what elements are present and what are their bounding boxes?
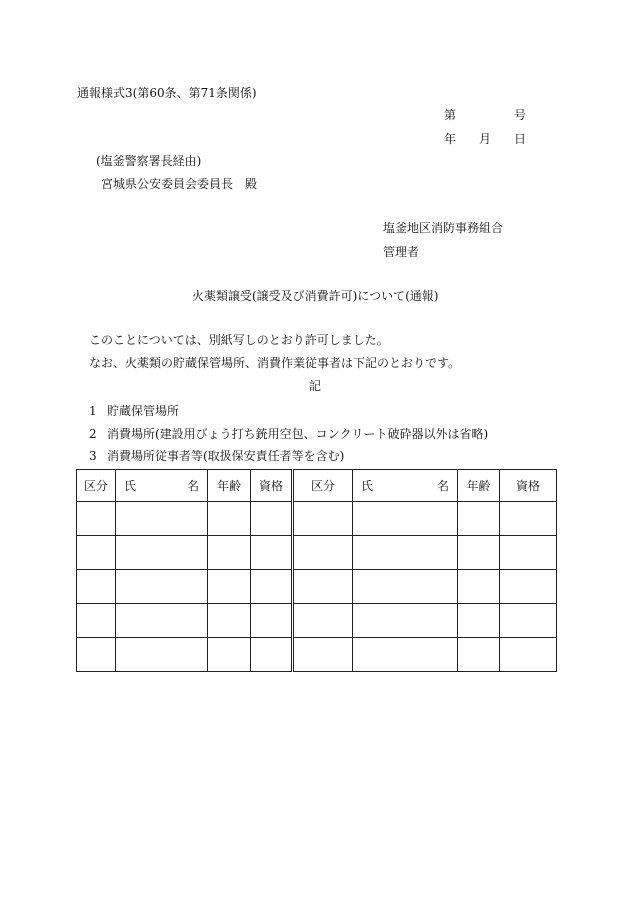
list-item bbox=[89, 449, 344, 463]
table-cell bbox=[458, 536, 500, 570]
staff-table bbox=[76, 469, 557, 672]
table-cell bbox=[116, 570, 208, 604]
table-cell bbox=[251, 570, 293, 604]
table-row bbox=[77, 502, 557, 536]
table-cell bbox=[353, 638, 458, 672]
date-day-label: 日 bbox=[514, 132, 527, 146]
table-row bbox=[77, 570, 557, 604]
table-cell bbox=[208, 502, 251, 536]
item-text: 消費場所従事者等(取扱保安責任者等を含む) bbox=[107, 449, 345, 463]
item-number: 3 bbox=[89, 449, 97, 463]
body-line-2: なお、火薬類の貯蔵保管場所、消費作業従事者は下記のとおりです。 bbox=[89, 356, 461, 370]
table-cell bbox=[77, 604, 116, 638]
item-number: 2 bbox=[89, 427, 97, 441]
table-cell bbox=[251, 502, 293, 536]
header-category: 区分 bbox=[293, 470, 353, 502]
table-cell bbox=[500, 638, 557, 672]
header-age: 年齢 bbox=[458, 470, 500, 502]
table-header-row bbox=[77, 470, 557, 502]
table-cell bbox=[251, 536, 293, 570]
item-text: 消費場所(建設用びょう打ち銃用空包、コンクリート破砕器以外は省略) bbox=[107, 427, 489, 441]
table-cell bbox=[293, 604, 353, 638]
table-cell bbox=[208, 536, 251, 570]
header-age: 年齢 bbox=[208, 470, 251, 502]
table-cell bbox=[500, 536, 557, 570]
table-cell bbox=[500, 570, 557, 604]
header-name-last: 名 bbox=[186, 479, 199, 493]
table-row bbox=[77, 536, 557, 570]
ki-mark: 記 bbox=[309, 379, 322, 393]
list-item bbox=[89, 427, 488, 441]
item-number: 1 bbox=[89, 404, 97, 418]
header-name-first: 氏 bbox=[124, 479, 137, 493]
sender-organization: 塩釜地区消防事務組合 bbox=[383, 221, 504, 235]
list-item bbox=[89, 404, 179, 418]
doc-number-prefix: 第 bbox=[444, 108, 457, 122]
table-cell bbox=[293, 502, 353, 536]
table-cell bbox=[116, 536, 208, 570]
date-month-label: 月 bbox=[479, 132, 492, 146]
table-cell bbox=[353, 604, 458, 638]
table-cell bbox=[458, 570, 500, 604]
date-year-label: 年 bbox=[444, 132, 457, 146]
table-cell bbox=[77, 502, 116, 536]
table-cell bbox=[251, 638, 293, 672]
table-cell bbox=[116, 604, 208, 638]
table-cell bbox=[458, 502, 500, 536]
via-line: (塩釜警察署長経由) bbox=[96, 154, 202, 168]
table-cell bbox=[208, 604, 251, 638]
table-cell bbox=[77, 638, 116, 672]
table-cell bbox=[500, 502, 557, 536]
table-cell bbox=[208, 570, 251, 604]
table-cell bbox=[353, 536, 458, 570]
table-cell bbox=[293, 570, 353, 604]
doc-number-suffix: 号 bbox=[514, 108, 527, 122]
table-cell bbox=[116, 638, 208, 672]
table-cell bbox=[116, 502, 208, 536]
body-line-1: このことについては、別紙写しのとおり許可しました。 bbox=[89, 333, 389, 347]
document-title: 火薬類譲受(譲受及び消費許可)について(通報) bbox=[192, 289, 439, 303]
table-cell bbox=[353, 502, 458, 536]
header-qualification: 資格 bbox=[500, 470, 557, 502]
table-cell bbox=[353, 570, 458, 604]
table-row bbox=[77, 604, 557, 638]
table-cell bbox=[500, 604, 557, 638]
header-name bbox=[116, 470, 208, 502]
table-cell bbox=[251, 604, 293, 638]
addressee: 宮城県公安委員会委員長 殿 bbox=[101, 177, 258, 191]
table-cell bbox=[77, 570, 116, 604]
table-cell bbox=[458, 604, 500, 638]
header-name-last: 名 bbox=[436, 479, 449, 493]
table-cell bbox=[293, 638, 353, 672]
sender-role: 管理者 bbox=[383, 245, 420, 259]
header-qualification: 資格 bbox=[251, 470, 293, 502]
form-number: 通報様式3(第60条、第71条関係) bbox=[77, 86, 257, 100]
table-row bbox=[77, 638, 557, 672]
item-text: 貯蔵保管場所 bbox=[107, 404, 180, 418]
table-cell bbox=[77, 536, 116, 570]
header-name-first: 氏 bbox=[361, 479, 374, 493]
header-name bbox=[353, 470, 458, 502]
table-cell bbox=[208, 638, 251, 672]
table-cell bbox=[458, 638, 500, 672]
table-cell bbox=[293, 536, 353, 570]
header-category: 区分 bbox=[77, 470, 116, 502]
